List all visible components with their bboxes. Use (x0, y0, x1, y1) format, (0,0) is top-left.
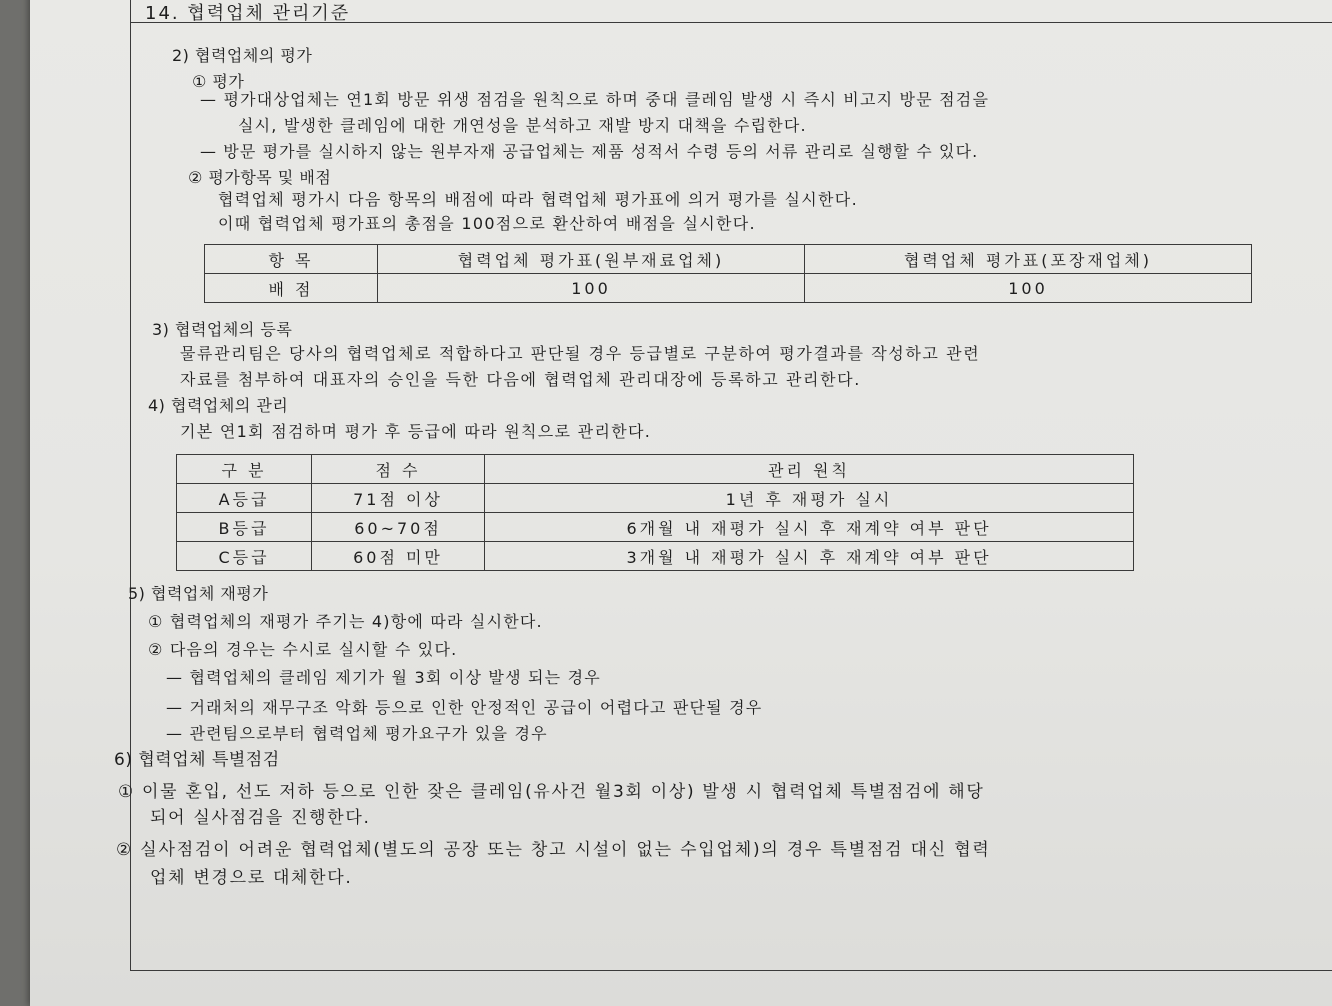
table-row (177, 542, 1134, 571)
score-table-header-item: 항 목 (205, 245, 378, 274)
score-table-row-label: 배 점 (205, 274, 378, 303)
s3-line2: 자료를 첨부하여 대표자의 승인을 득한 다음에 협력업체 관리대장에 등록하고 관리한다. (180, 370, 861, 389)
s6-item2-line2: 업체 변경으로 대체한다. (150, 868, 353, 888)
score-cell: 60~70점 (312, 513, 485, 542)
s2-heading: 2) 협력업체의 평가 (172, 46, 313, 65)
table-row (205, 274, 1252, 303)
s2-sub2: ② 평가항목 및 배점 (188, 168, 332, 187)
rule-cell: 3개월 내 재평가 실시 후 재계약 여부 판단 (485, 542, 1134, 571)
score-cell: 60점 미만 (312, 542, 485, 571)
s2-bullet1-line1: — 평가대상업체는 연1회 방문 위생 점검을 원칙으로 하며 중대 클레임 발생 시 즉시 비고지 방문 점검을 (200, 90, 990, 109)
table-row (177, 513, 1134, 542)
score-table-value-packaging: 100 (805, 274, 1252, 303)
grade-cell: C등급 (177, 542, 312, 571)
grade-table-header-rule: 관리 원칙 (485, 455, 1134, 484)
s2-bullet1-line2: 실시, 발생한 클레임에 대한 개연성을 분석하고 재발 방지 대책을 수립한다. (238, 116, 807, 135)
grade-table-header-score: 점 수 (312, 455, 485, 484)
s5-heading: 5) 협력업체 재평가 (128, 584, 269, 603)
s3-line1: 물류관리팀은 당사의 협력업체로 적합하다고 판단될 경우 등급별로 구분하여 평가결과를 작성하고 관련 (180, 344, 981, 363)
grade-table (176, 454, 1134, 571)
grade-table-header-category: 구 분 (177, 455, 312, 484)
s6-item1-line1: ① 이물 혼입, 선도 저하 등으로 인한 잦은 클레임(유사건 월3회 이상) 발생 시 협력업체 특별점검에 해당 (118, 782, 985, 802)
s4-line1: 기본 연1회 점검하며 평가 후 등급에 따라 원칙으로 관리한다. (180, 422, 652, 441)
s2-para1: 협력업체 평가시 다음 항목의 배점에 따라 협력업체 평가표에 의거 평가를 실시한다. (218, 190, 858, 209)
s4-heading: 4) 협력업체의 관리 (148, 396, 289, 415)
s2-para2: 이때 협력업체 평가표의 총점을 100점으로 환산하여 배점을 실시한다. (218, 214, 756, 233)
score-cell: 71점 이상 (312, 484, 485, 513)
rule-cell: 6개월 내 재평가 실시 후 재계약 여부 판단 (485, 513, 1134, 542)
s5-detail3: — 관련팀으로부터 협력업체 평가요구가 있을 경우 (166, 724, 548, 743)
score-table (204, 244, 1252, 303)
s5-item2: ② 다음의 경우는 수시로 실시할 수 있다. (148, 640, 458, 659)
score-table-header-raw: 협력업체 평가표(원부재료업체) (378, 245, 805, 274)
score-table-header-packaging: 협력업체 평가표(포장재업체) (805, 245, 1252, 274)
section-title: 14. 협력업체 관리기준 (145, 3, 351, 24)
s5-detail1: — 협력업체의 클레임 제기가 월 3회 이상 발생 되는 경우 (166, 668, 601, 687)
score-table-value-raw: 100 (378, 274, 805, 303)
s5-item1: ① 협력업체의 재평가 주기는 4)항에 따라 실시한다. (148, 612, 543, 631)
s6-item1-line2: 되어 실사점검을 진행한다. (150, 808, 371, 828)
rule-cell: 1년 후 재평가 실시 (485, 484, 1134, 513)
table-row (177, 484, 1134, 513)
table-row (205, 245, 1252, 274)
s5-detail2: — 거래처의 재무구조 악화 등으로 인한 안정적인 공급이 어렵다고 판단될 경우 (166, 698, 763, 717)
grade-cell: B등급 (177, 513, 312, 542)
s2-sub1: ① 평가 (192, 72, 245, 91)
document-page (30, 0, 1332, 1006)
section-title-bar (131, 0, 1332, 23)
table-row (177, 455, 1134, 484)
s6-item2-line1: ② 실사점검이 어려운 협력업체(별도의 공장 또는 창고 시설이 없는 수입업체)의 경우 특별점검 대신 협력 (116, 840, 991, 860)
s2-bullet2: — 방문 평가를 실시하지 않는 원부자재 공급업체는 제품 성적서 수령 등의 서류 관리로 실행할 수 있다. (200, 142, 979, 161)
s6-heading: 6) 협력업체 특별점검 (114, 750, 280, 770)
grade-cell: A등급 (177, 484, 312, 513)
s3-heading: 3) 협력업체의 등록 (152, 320, 293, 339)
